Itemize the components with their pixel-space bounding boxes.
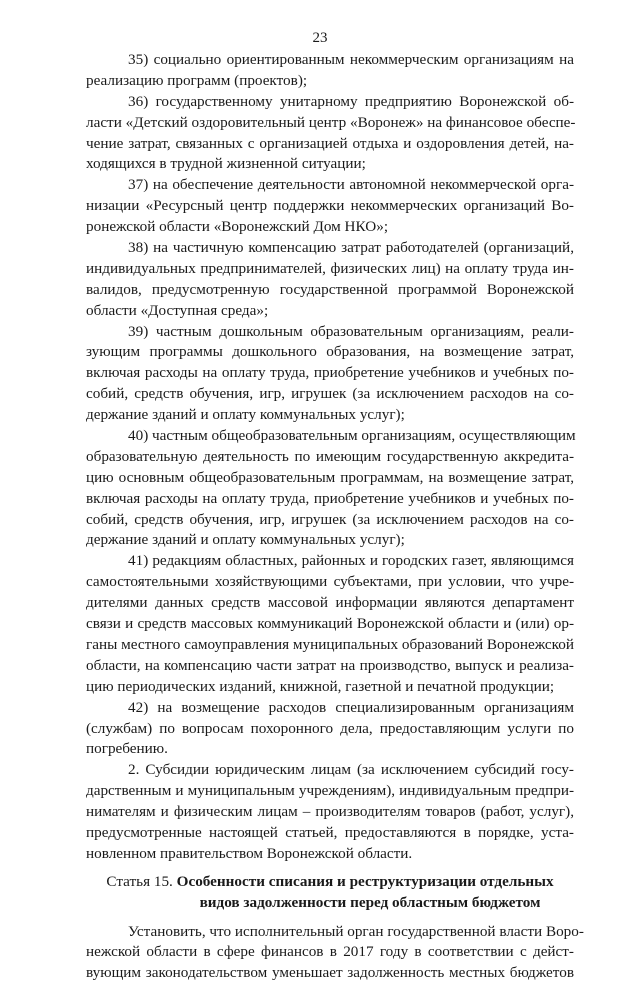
item-39 <box>86 322 574 426</box>
text-line: держание зданий и оплату коммунальных услуг); <box>86 406 405 424</box>
text-line: держание зданий и оплату коммунальных услуг); <box>86 531 405 549</box>
text-line: 36) государственному унитарному предприятию Воронежской об- <box>128 92 574 110</box>
text-line: самостоятельными хозяйствующими субъектами, при условии, что учре- <box>86 573 574 591</box>
text-line: вующим законодательством уменьшает задолженность местных бюджетов <box>86 964 574 982</box>
text-line: нежской области в сфере финансов в 2017 году в соответствии с дейст- <box>86 943 574 961</box>
text-line: 39) частным дошкольным образовательным организациям, реали- <box>128 322 574 340</box>
text-line: предусмотренные настоящей статьей, предоставляются в порядке, уста- <box>86 823 574 841</box>
text-line: собий, средств обучения, игр, игрушек (за исключением расходов на со- <box>86 385 574 403</box>
article-number: Статья 15. <box>106 872 173 890</box>
text-line: нимателям и физическим лицам – производителям товаров (работ, услуг), <box>86 803 574 821</box>
page-number: 23 <box>312 30 328 46</box>
article-title-line-2: видов задолженности перед областным бюджетом <box>199 893 541 911</box>
text-line: 38) на частичную компенсацию затрат работодателей (организаций, <box>128 239 574 257</box>
article-15-paragraph <box>86 922 584 984</box>
text-line: 40) частным общеобразовательным организациям, осуществляющим <box>128 427 576 445</box>
text-line: цию периодических изданий, книжной, газетной и печатной продукции; <box>86 677 555 695</box>
paragraph-2 <box>86 760 574 864</box>
text-line: собий, средств обучения, игр, игрушек (за исключением расходов на со- <box>86 510 574 528</box>
text-line: ганы местного самоуправления муниципальных образований Воронежской <box>86 635 574 653</box>
text-line: 2. Субсидии юридическим лицам (за исключением субсидий госу- <box>128 761 574 779</box>
text-line: низации «Ресурсный центр поддержки некоммерческих организаций Во- <box>86 197 574 215</box>
text-line: области, на компенсацию части затрат на производство, выпуск и реализа- <box>86 656 574 674</box>
text-line: валидов, предусмотренную государственной программой Воронежской <box>86 280 574 298</box>
article-title-line-1: Особенности списания и реструктуризации отдельных <box>176 872 554 890</box>
text-line: погребению. <box>86 740 168 758</box>
text-line: 41) редакциям областных, районных и городских газет, являющимся <box>128 552 574 570</box>
text-line: дарственным и муниципальным учреждениям), индивидуальным предпри- <box>86 782 574 800</box>
text-line: включая расходы на оплату труда, приобретение учебников и учебных по- <box>86 364 574 382</box>
item-35 <box>86 50 574 92</box>
text-line: чение затрат, связанных с организацией отдыха и оздоровления детей, на- <box>86 134 574 152</box>
text-line: ласти «Детский оздоровительный центр «Воронеж» на финансовое обеспе- <box>86 113 576 131</box>
text-line: индивидуальных предпринимателей, физических лиц) на оплату труда ин- <box>86 259 574 277</box>
text-line: ронежской области «Воронежский Дом НКО»; <box>86 218 389 236</box>
article-heading-cont <box>86 893 574 914</box>
item-37 <box>86 175 574 238</box>
text-line: включая расходы на оплату труда, приобретение учебников и учебных по- <box>86 489 574 507</box>
text-line: 35) социально ориентированным некоммерческим организациям на <box>128 51 574 68</box>
item-42 <box>86 698 574 761</box>
text-line: зующим программы дошкольного образования, на возмещение затрат, <box>86 343 574 361</box>
text-line: 42) на возмещение расходов специализированным организациям <box>128 698 574 716</box>
text-line: дителями данных средств массовой информации являются департамент <box>86 594 574 612</box>
text-line: 37) на обеспечение деятельности автономной некоммерческой орга- <box>128 176 574 194</box>
item-38 <box>86 238 574 322</box>
text-line: Установить, что исполнительный орган государственной власти Воро- <box>128 922 584 940</box>
document-body <box>86 50 584 984</box>
text-line: (службам) по вопросам похоронного дела, предоставляющим услуги по <box>86 719 574 737</box>
text-line: ходящихся в трудной жизненной ситуации; <box>86 155 366 173</box>
item-40 <box>86 426 574 551</box>
text-line: образовательную деятельность по имеющим государственную аккредита- <box>86 447 574 465</box>
text-line: связи и средств массовых коммуникаций Воронежской области и (или) ор- <box>86 615 574 633</box>
item-36 <box>86 92 574 176</box>
text-line: цию основным общеобразовательным программам, на возмещение затрат, <box>86 468 574 486</box>
item-41 <box>86 551 574 697</box>
text-line: области «Доступная среда»; <box>86 301 269 319</box>
text-line: реализацию программ (проектов); <box>86 71 308 89</box>
text-line: новленном правительством Воронежской области. <box>86 844 413 862</box>
article-heading <box>86 872 574 893</box>
